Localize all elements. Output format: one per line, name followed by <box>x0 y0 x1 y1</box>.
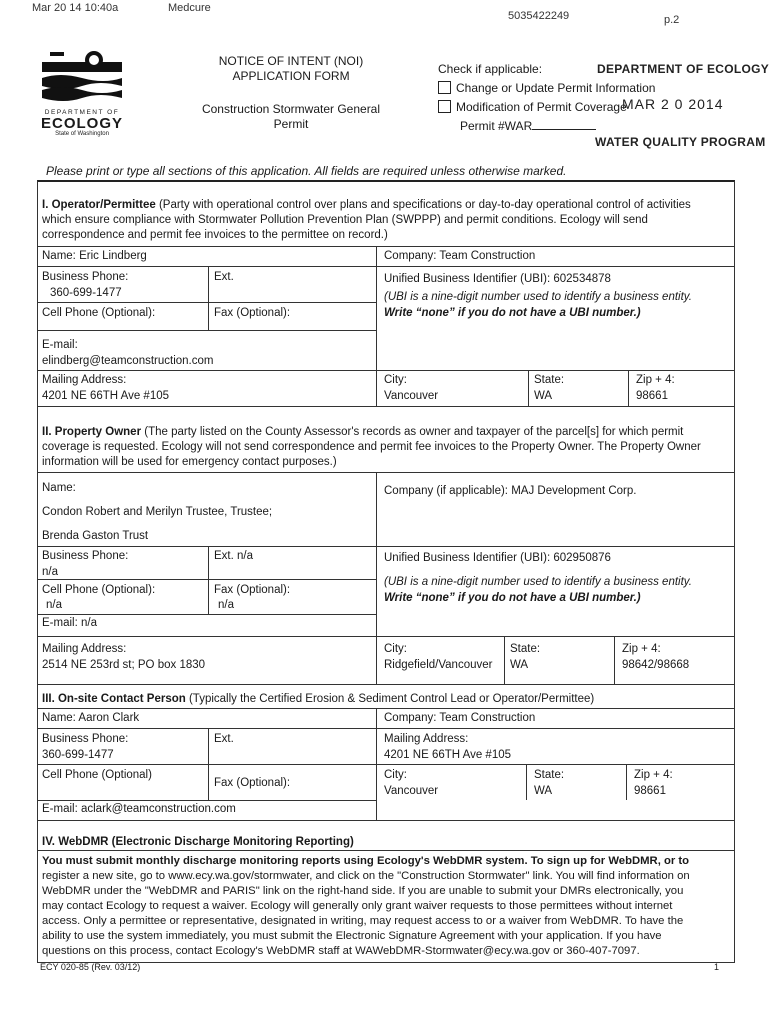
section4-body <box>42 854 732 959</box>
s2-name2[interactable]: Brenda Gaston Trust <box>42 530 149 542</box>
s2-city[interactable]: Ridgefield/Vancouver <box>384 659 493 671</box>
s2-name1[interactable]: Condon Robert and Merilyn Trustee, Trustee; <box>42 506 273 518</box>
s1-mail[interactable]: 4201 NE 66TH Ave #105 <box>42 390 170 402</box>
s1-bphone-label: Business Phone: <box>42 271 129 283</box>
logo-name: ECOLOGY <box>40 115 123 132</box>
form-title <box>196 54 386 132</box>
check-heading: Check if applicable: <box>438 62 543 76</box>
s3-mail[interactable]: 4201 NE 66TH Ave #105 <box>384 749 512 761</box>
s2-bphone[interactable]: n/a <box>42 566 58 578</box>
section2-heading: II. Property Owner <box>42 426 142 438</box>
s2-cell[interactable]: n/a <box>46 599 62 611</box>
s2-state-label: State: <box>510 643 541 655</box>
s4-p3: WebDMR under the "WebDMR and PARIS" link on the right-hand side. If you are unable to submit your DMRs electronically, you <box>42 885 684 897</box>
modification-label: Modification of Permit Coverage <box>456 100 627 114</box>
change-update-label: Change or Update Permit Information <box>456 81 656 95</box>
s1-bphone[interactable]: 360-699-1477 <box>50 287 122 299</box>
s4-p5: access. Only a permittee or representative, designated in writing, may request access to or a waiver from WebDMR. To have the <box>42 915 684 927</box>
change-update-checkbox[interactable] <box>438 81 451 94</box>
s3-company[interactable]: Company: Team Construction <box>384 712 536 724</box>
s3-state-label: State: <box>534 769 565 781</box>
s1-mail-label: Mailing Address: <box>42 374 127 386</box>
s1-state-label: State: <box>534 374 565 386</box>
s2-ubi-note1: (UBI is a nine-digit number used to identify a business entity. <box>384 576 692 588</box>
s3-bphone-label: Business Phone: <box>42 733 129 745</box>
s1-ubi[interactable]: Unified Business Identifier (UBI): 602534878 <box>384 273 611 285</box>
s3-cell[interactable]: Cell Phone (Optional) <box>42 769 152 781</box>
s2-company[interactable]: Company (if applicable): MAJ Development Corp. <box>384 485 637 497</box>
section1-heading: I. Operator/Permittee <box>42 199 156 211</box>
fax-page: p.2 <box>664 14 680 26</box>
title-line4: Permit <box>273 117 309 131</box>
fax-sender: Medcure <box>168 2 211 14</box>
s1-city[interactable]: Vancouver <box>384 390 439 402</box>
section2-desc2: coverage is requested. Ecology will not send correspondence and permit fee invoices to the Property Owner. The Property Owner <box>42 441 701 453</box>
section1-description <box>42 198 732 243</box>
logo-state: State of Washington <box>55 131 109 137</box>
permit-number-field[interactable] <box>532 118 596 130</box>
instructions: Please print or type all sections of this application. All fields are required unless otherwise marked. <box>46 164 567 178</box>
s4-p4: may contact Ecology to request a waiver. Ecology will generally only grant waiver requests to those permittees without internet <box>42 900 673 912</box>
s2-state[interactable]: WA <box>510 659 529 671</box>
logo-dept: DEPARTMENT OF <box>44 109 120 116</box>
s1-ubi-note1: (UBI is a nine-digit number used to identify a business entity. <box>384 291 692 303</box>
s3-bphone[interactable]: 360-699-1477 <box>42 749 114 761</box>
s2-cell-label: Cell Phone (Optional): <box>42 584 156 596</box>
section1-desc3: correspondence and permit fee invoices to the permittee on record.) <box>42 229 388 241</box>
section3-description <box>42 692 594 706</box>
s3-zip[interactable]: 98661 <box>634 785 666 797</box>
s3-city-label: City: <box>384 769 407 781</box>
title-line3: Construction Stormwater General <box>201 102 381 116</box>
s2-email[interactable]: E-mail: n/a <box>42 617 97 629</box>
s3-fax[interactable]: Fax (Optional): <box>214 777 291 789</box>
s2-ubi[interactable]: Unified Business Identifier (UBI): 602950876 <box>384 552 611 564</box>
s3-mail-label: Mailing Address: <box>384 733 469 745</box>
s1-zip[interactable]: 98661 <box>636 390 668 402</box>
permit-number-label: Permit #WAR <box>460 119 533 133</box>
s1-city-label: City: <box>384 374 407 386</box>
s1-name[interactable]: Name: Eric Lindberg <box>42 250 147 262</box>
section2-description <box>42 425 732 470</box>
modification-checkbox[interactable] <box>438 100 451 113</box>
s2-mail[interactable]: 2514 NE 253rd st; PO box 1830 <box>42 659 206 671</box>
s1-email-label: E-mail: <box>42 339 78 351</box>
title-line2: APPLICATION FORM <box>232 69 350 83</box>
logo-graphic <box>40 48 124 102</box>
fax-datetime: Mar 20 14 10:40a <box>32 2 119 14</box>
s3-state[interactable]: WA <box>534 785 553 797</box>
page-number: 1 <box>714 962 720 972</box>
date-stamp: MAR 2 0 2014 <box>622 96 724 112</box>
s2-fax-label: Fax (Optional): <box>214 584 291 596</box>
s2-mail-label: Mailing Address: <box>42 643 127 655</box>
program-stamp: WATER QUALITY PROGRAM <box>595 135 766 149</box>
ecology-logo <box>40 48 130 137</box>
s1-ubi-note2: Write “none” if you do not have a UBI number.) <box>384 307 641 319</box>
dept-stamp: DEPARTMENT OF ECOLOGY <box>597 62 770 76</box>
s2-zip[interactable]: 98642/98668 <box>622 659 690 671</box>
section2-desc3: information will be used for emergency contact purposes.) <box>42 456 337 468</box>
fax-phone: 5035422249 <box>508 10 570 22</box>
s1-ext[interactable]: Ext. <box>214 271 234 283</box>
s1-fax[interactable]: Fax (Optional): <box>214 307 291 319</box>
s2-ext[interactable]: Ext. n/a <box>214 550 253 562</box>
s2-zip-label: Zip + 4: <box>622 643 661 655</box>
s2-fax[interactable]: n/a <box>218 599 234 611</box>
s1-company[interactable]: Company: Team Construction <box>384 250 536 262</box>
s2-city-label: City: <box>384 643 407 655</box>
s3-name[interactable]: Name: Aaron Clark <box>42 712 140 724</box>
form-number: ECY 020-85 (Rev. 03/12) <box>40 962 141 972</box>
section4-heading: IV. WebDMR (Electronic Discharge Monitoring Reporting) <box>42 836 354 848</box>
s4-p7: questions on this process, contact Ecology's WebDMR staff at WAWebDMR-Stormwater@ecy.wa.gov or 360-407-7097. <box>42 945 640 957</box>
s1-cell[interactable]: Cell Phone (Optional): <box>42 307 156 319</box>
s4-p2: register a new site, go to www.ecy.wa.gov/stormwater, and click on the "Construction Stormwater" link. You will find information on <box>42 870 690 882</box>
s4-p1: You must submit monthly discharge monitoring reports using Ecology's WebDMR system. To sign up for WebDMR, or to <box>42 855 690 867</box>
section3-heading: III. On-site Contact Person <box>42 693 186 705</box>
section2-desc1: (The party listed on the County Assessor's records as owner and taxpayer of the parcel[s] for which permit <box>141 426 684 438</box>
title-line1: NOTICE OF INTENT (NOI) <box>218 54 364 68</box>
section1-desc1: (Party with operational control over plans and specifications or day-to-day operational control of activities <box>155 199 691 211</box>
s2-ubi-note2: Write “none” if you do not have a UBI number.) <box>384 592 641 604</box>
s2-bphone-label: Business Phone: <box>42 550 129 562</box>
section1-desc2: which ensure compliance with Stormwater Pollution Prevention Plan (SWPPP) and permit conditions. Ecology will send <box>42 214 648 226</box>
s1-zip-label: Zip + 4: <box>636 374 675 386</box>
s2-name-label: Name: <box>42 482 76 494</box>
s3-ext[interactable]: Ext. <box>214 733 234 745</box>
section3-desc: (Typically the Certified Erosion & Sediment Control Lead or Operator/Permittee) <box>185 693 595 705</box>
s3-zip-label: Zip + 4: <box>634 769 673 781</box>
s3-city[interactable]: Vancouver <box>384 785 439 797</box>
application-form <box>37 180 735 963</box>
s4-p6: ability to use the system immediately, you must submit the Electronic Signature Agreement with your application. If you have <box>42 930 662 942</box>
s3-email[interactable]: E-mail: aclark@teamconstruction.com <box>42 803 236 815</box>
s1-email[interactable]: elindberg@teamconstruction.com <box>42 355 214 367</box>
s1-state[interactable]: WA <box>534 390 553 402</box>
